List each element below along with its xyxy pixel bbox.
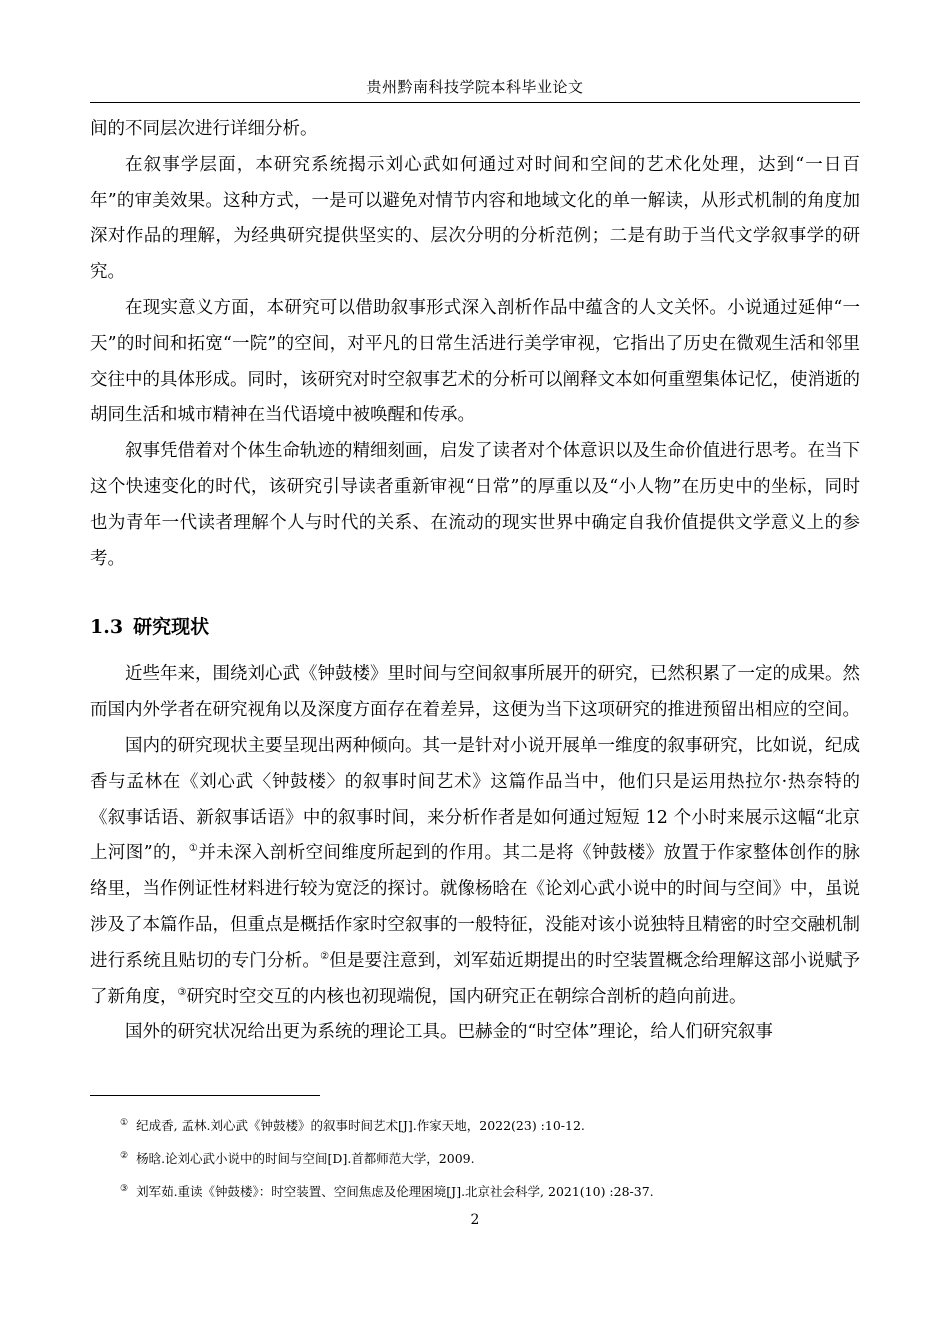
footnote-text: 杨晗.论刘心武小说中的时间与空间[D].首都师范大学，2009.	[136, 1151, 475, 1167]
paragraph: 叙事凭借着对个体生命轨迹的精细刻画，启发了读者对个体意识以及生命价值进行思考。在当下这个快速变化的时代，该研究引导读者重新审视“日常”的厚重以及“小人物”在历史中的坐标，同时也为青年一代读者理解个人与时代的关系、在流动的现实世界中确定自我价值提供文学意义上的参考。	[90, 441, 860, 569]
paragraph: 在叙事学层面，本研究系统揭示刘心武如何通过对时间和空间的艺术化处理，达到“一日百年”的审美效果。这种方式，一是可以避免对情节内容和地域文化的单一解读，从形式机制的角度加深对作品的理解，为经典研究提供坚实的、层次分明的分析范例；二是有助于当代文学叙事学的研究。	[90, 154, 860, 283]
footnote-text: 刘军茹.重读《钟鼓楼》：时空装置、空间焦虑及伦理困境[J].北京社会科学, 2021(10) :28-37.	[136, 1184, 654, 1200]
footnotes	[120, 1115, 860, 1214]
text-run: 国内的研究现状主要呈现出两种倾向。其一是针对小说开展单一维度的叙事研究，比如说，纪成香与孟林在《刘心武〈钟鼓楼〉的叙事时间艺术》这篇作品当中，他们只是运用热拉尔·热奈特的《叙事话语、新叙事话语》中的叙事时间，来分析作者是如何通过短短 12 个小时来展示这幅“北京上河图”的，	[90, 735, 860, 864]
text-run: 研究时空交互的内核也初现端倪，国内研究正在朝综合剖析的趋向前进。	[186, 986, 747, 1007]
footnote-ref-3[interactable]: ③	[177, 986, 187, 998]
footnote-mark: ①	[120, 1118, 129, 1128]
footnote-text: 纪成香, 孟林.刘心武《钟鼓楼》的叙事时间艺术[J].作家天地，2022(23) :10-12.	[136, 1118, 585, 1134]
footnote-2	[120, 1148, 860, 1167]
footnote-1	[120, 1115, 860, 1134]
footnote-mark: ②	[120, 1151, 129, 1162]
section-heading	[90, 607, 860, 647]
text-run: 但是要注意到，刘军茹近期提出的时空装置概念给理解这部小说赋予了新角度，	[90, 950, 861, 1007]
paragraph: 在现实意义方面，本研究可以借助叙事形式深入剖析作品中蕴含的人文关怀。小说通过延伸“一天”的时间和拓宽“一院”的空间，对平凡的日常生活进行美学审视，它指出了历史在微观生活和邻里交往中的具体形成。同时，该研究对时空叙事艺术的分析可以阐释文本如何重塑集体记忆，使消逝的胡同生活和城市精神在当代语境中被唤醒和传承。	[90, 297, 860, 426]
section-number: 1.3	[90, 616, 124, 639]
header-title: 贵州黔南科技学院本科毕业论文	[366, 78, 584, 96]
paragraph: 近些年来，围绕刘心武《钟鼓楼》里时间与空间叙事所展开的研究，已然积累了一定的成果。然而国内外学者在研究视角以及深度方面存在着差异，这便为当下这项研究的推进预留出相应的空间。	[90, 664, 860, 721]
footnote-separator	[90, 1095, 320, 1096]
footnote-ref-2[interactable]: ②	[320, 950, 330, 962]
page-number: 2	[470, 1212, 480, 1228]
paragraph: 间的不同层次进行详细分析。	[90, 119, 318, 139]
text-run: 并未深入剖析空间维度所起到的作用。其二是将《钟鼓楼》放置于作家整体创作的脉络里，当作例证性材料进行较为宽泛的探讨。就像杨晗在《论刘心武小说中的时间与空间》中，虽说涉及了本篇作品，但重点是概括作家时空叙事的一般特征，没能对该小说独特且精密的时空交融机制进行系统且贴切的专门分析。	[90, 843, 861, 971]
running-header	[90, 74, 860, 103]
main-body	[90, 112, 860, 1051]
footnote-3	[120, 1181, 860, 1200]
section-title: 研究现状	[133, 616, 210, 639]
footnote-ref-1[interactable]: ①	[188, 843, 199, 855]
footnote-mark: ③	[120, 1184, 129, 1195]
paragraph: 国外的研究状况给出更为系统的理论工具。巴赫金的“时空体”理论，给人们研究叙事	[125, 1022, 773, 1043]
paragraph-with-citations	[90, 729, 860, 1015]
